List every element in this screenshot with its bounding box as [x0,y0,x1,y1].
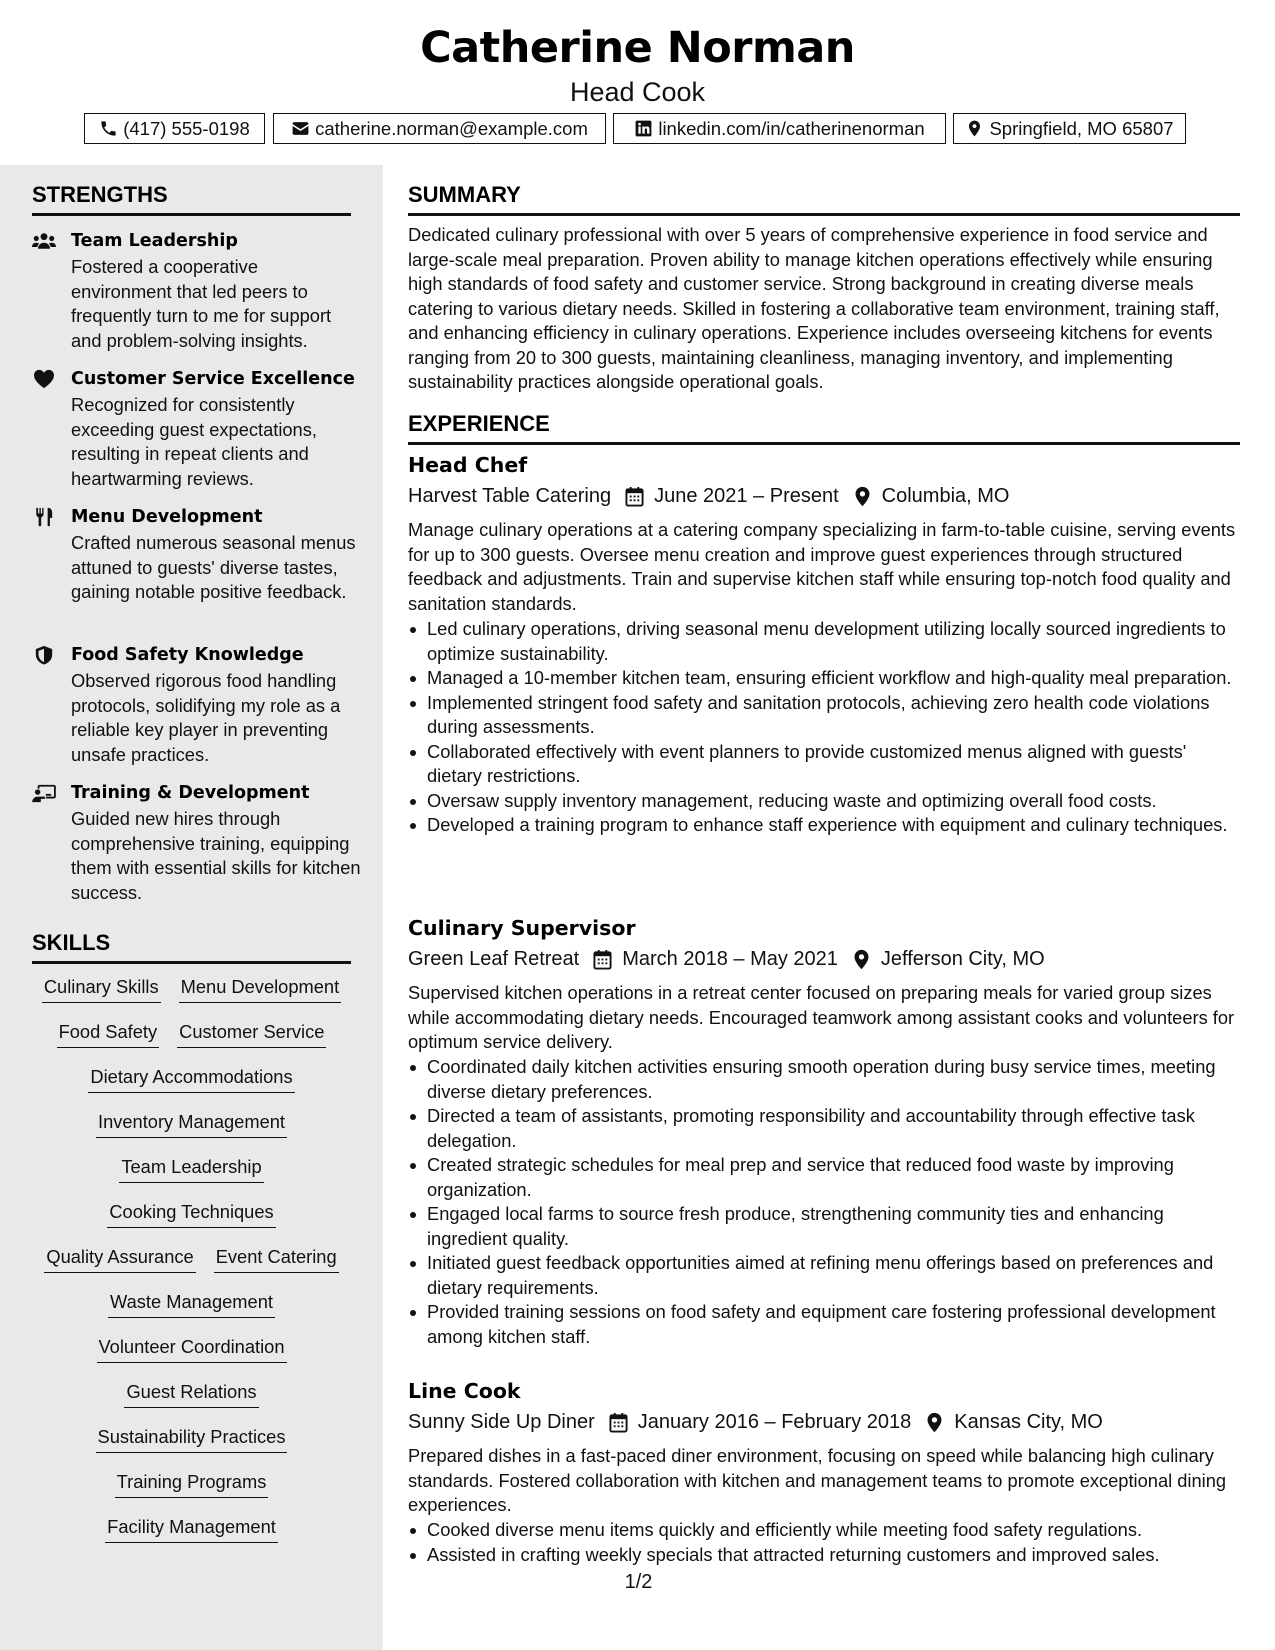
skills-heading: SKILLS [32,930,111,955]
bullet-item: Oversaw supply inventory management, reducing waste and optimizing overall food costs. [408,789,1240,814]
job-title: Line Cook [408,1379,521,1403]
contact-phone-text: (417) 555-0198 [123,117,250,139]
strength-title: Menu Development [71,507,263,527]
bullet-item: Engaged local farms to source fresh produce, strengthening community ties and enhancing ingredient quality. [408,1202,1240,1251]
job-bullets [408,617,1240,838]
skills-row [32,1155,351,1200]
skills-row [32,1110,351,1155]
calendar-icon [625,486,644,507]
strength-description: Recognized for consistently exceeding guest expectations, resulting in repeat clients and heartwarming reviews. [71,394,317,489]
job-dates: January 2016 – February 2018 [637,1411,912,1433]
skills-row [32,1065,351,1110]
contact-location[interactable] [953,113,1186,144]
skills-row [32,1245,351,1290]
shield-icon [32,645,56,665]
job-meta [408,945,1045,973]
linkedin-icon [634,119,653,138]
contact-email-text: catherine.norman@example.com [315,117,588,139]
skills-row [32,1515,351,1560]
skill-tag: Dietary Accommodations [88,1065,294,1093]
job-meta [408,1408,1103,1436]
job-location: Jefferson City, MO [880,948,1045,970]
skill-tag: Quality Assurance [44,1245,195,1273]
bullet-item: Coordinated daily kitchen activities ensuring smooth operation during busy service times, meeting diverse dietary preferences. [408,1055,1240,1104]
skill-tag: Training Programs [115,1470,269,1498]
skill-tag: Menu Development [179,975,342,1003]
strength-title: Team Leadership [71,231,238,251]
contact-location-text: Springfield, MO 65807 [989,117,1174,139]
bullet-item: Collaborated effectively with event planners to provide customized menus aligned with guests' dietary restrictions. [408,740,1240,789]
skills-row [32,1020,351,1065]
phone-icon [99,119,118,138]
skill-tag: Culinary Skills [42,975,161,1003]
job-description: Manage culinary operations at a catering company specializing in farm-to-table cuisine, serving events for up to 300 guests. Oversee menu creation and improve guest experiences through structured feedback and adjustments. Train and supervise kitchen staff while ensuring top-notch food quality and sanitation standards. [408,519,1236,614]
job-meta [408,482,1009,510]
bullet-item: Led culinary operations, driving seasonal menu development utilizing locally sourced ingredients to optimize sustainability. [408,617,1240,666]
experience-rule [408,442,1240,445]
strength-item [32,781,361,911]
strengths-rule [32,213,351,216]
map-pin-icon [853,486,872,507]
skill-tag: Food Safety [57,1020,160,1048]
map-pin-icon [852,949,871,970]
skill-tag: Facility Management [105,1515,278,1543]
skills-row [32,1470,351,1515]
contact-bar [0,113,1275,145]
map-pin-icon [965,119,984,138]
strength-description: Fostered a cooperative environment that led peers to frequently turn to me for support and problem-solving insights. [71,256,332,351]
job-company: Green Leaf Retreat [408,948,580,970]
skill-tag: Customer Service [177,1020,326,1048]
strengths-section-header [32,181,351,216]
job-location: Columbia, MO [881,485,1010,507]
bullet-item: Assisted in crafting weekly specials that attracted returning customers and improved sales. [408,1543,1240,1568]
skills-row [32,1200,351,1245]
skills-row [32,1380,351,1425]
skills-row [32,1425,351,1470]
users-icon [32,231,56,251]
calendar-icon [593,949,612,970]
job-company: Sunny Side Up Diner [408,1411,595,1433]
bullet-item: Developed a training program to enhance staff experience with equipment and culinary techniques. [408,813,1240,838]
skills-row [32,975,351,1020]
bullet-item: Directed a team of assistants, promoting responsibility and accountability through effective task delegation. [408,1104,1240,1153]
job-bullets [408,1518,1240,1567]
bullet-item: Created strategic schedules for meal prep and service that reduced food waste by improving organization. [408,1153,1240,1202]
calendar-icon [609,1412,628,1433]
resume-header [0,20,1275,108]
contact-phone[interactable] [84,113,265,144]
contact-linkedin[interactable] [613,113,946,144]
contact-linkedin-text: linkedin.com/in/catherinenorman [658,117,925,139]
bullet-item: Managed a 10-member kitchen team, ensuring efficient workflow and high-quality meal preparation. [408,666,1240,691]
skill-tag: Inventory Management [96,1110,287,1138]
strength-item [32,643,357,773]
strength-title: Training & Development [71,783,310,803]
bullet-item: Cooked diverse menu items quickly and efficiently while meeting food safety regulations. [408,1518,1240,1543]
utensils-icon [32,507,56,527]
candidate-name: Catherine Norman [420,23,855,73]
bullet-item: Initiated guest feedback opportunities aimed at refining menu offerings based on preferences and dietary requirements. [408,1251,1240,1300]
skills-rule [32,961,351,964]
skills-section-header [32,929,351,964]
job-company: Harvest Table Catering [408,485,612,507]
job-description: Prepared dishes in a fast-paced diner environment, focusing on speed while balancing high culinary standards. Fostered collaboration with kitchen and management teams to promote exceptional dining experiences. [408,1445,1227,1515]
strength-item [32,367,357,497]
summary-section-header [408,181,1240,216]
job-dates: March 2018 – May 2021 [622,948,838,970]
skills-row [32,1290,351,1335]
summary-heading: SUMMARY [408,182,521,207]
experience-section-header [408,410,1240,445]
strength-item [32,505,357,635]
summary-rule [408,213,1240,216]
strength-title: Customer Service Excellence [71,369,355,389]
skills-row [32,1335,351,1380]
page-number: 1/2 [624,1571,653,1593]
strength-item [32,229,357,359]
job-dates: June 2021 – Present [654,485,839,507]
experience-heading: EXPERIENCE [408,411,550,436]
skill-tag: Event Catering [214,1245,339,1273]
summary-text: Dedicated culinary professional with over 5 years of comprehensive experience in food service and large-scale meal preparation. Proven ability to manage kitchen operations effectively while ensuring high standards of food safety and customer service. Strong background in creating diverse meals catering to various dietary needs. Skilled in fostering a collaborative team environment, training staff, and enhancing efficiency in culinary operations. Experience includes overseeing kitchens for events ranging from 20 to 300 guests, maintaining cleanliness, managing inventory, and implementing sustainability practices alongside operational goals. [408,224,1220,392]
chalkboard-teacher-icon [32,783,56,803]
map-pin-icon [925,1412,944,1433]
skill-tag: Guest Relations [124,1380,258,1408]
job-location: Kansas City, MO [954,1411,1103,1433]
strength-description: Guided new hires through comprehensive training, equipping them with essential skills for kitchen success. [71,808,361,903]
job-description: Supervised kitchen operations in a retreat center focused on preparing meals for varied group sizes while accommodating dietary needs. Encouraged teamwork among assistant cooks and volunteers for optimum service delivery. [408,982,1235,1052]
bullet-item: Provided training sessions on food safety and equipment care fostering professional development among kitchen staff. [408,1300,1240,1349]
candidate-title: Head Cook [569,77,706,107]
contact-email[interactable] [273,113,606,144]
skill-tag: Waste Management [108,1290,275,1318]
strength-title: Food Safety Knowledge [71,645,304,665]
heart-icon [32,369,56,389]
job-title: Culinary Supervisor [408,916,636,940]
skill-tag: Volunteer Coordination [97,1335,287,1363]
strengths-heading: STRENGTHS [32,182,168,207]
skill-tag: Cooking Techniques [107,1200,275,1228]
skill-tag: Sustainability Practices [96,1425,288,1453]
skill-tag: Team Leadership [119,1155,263,1183]
envelope-icon [291,119,310,138]
bullet-item: Implemented stringent food safety and sanitation protocols, achieving zero health code violations during assessments. [408,691,1240,740]
job-bullets [408,1055,1240,1349]
job-title: Head Chef [408,453,528,477]
strength-description: Observed rigorous food handling protocols, solidifying my role as a reliable key player in preventing unsafe practices. [71,670,341,765]
strength-description: Crafted numerous seasonal menus attuned to guests' diverse tastes, gaining notable positive feedback. [71,532,356,602]
skills-list [32,975,351,1560]
